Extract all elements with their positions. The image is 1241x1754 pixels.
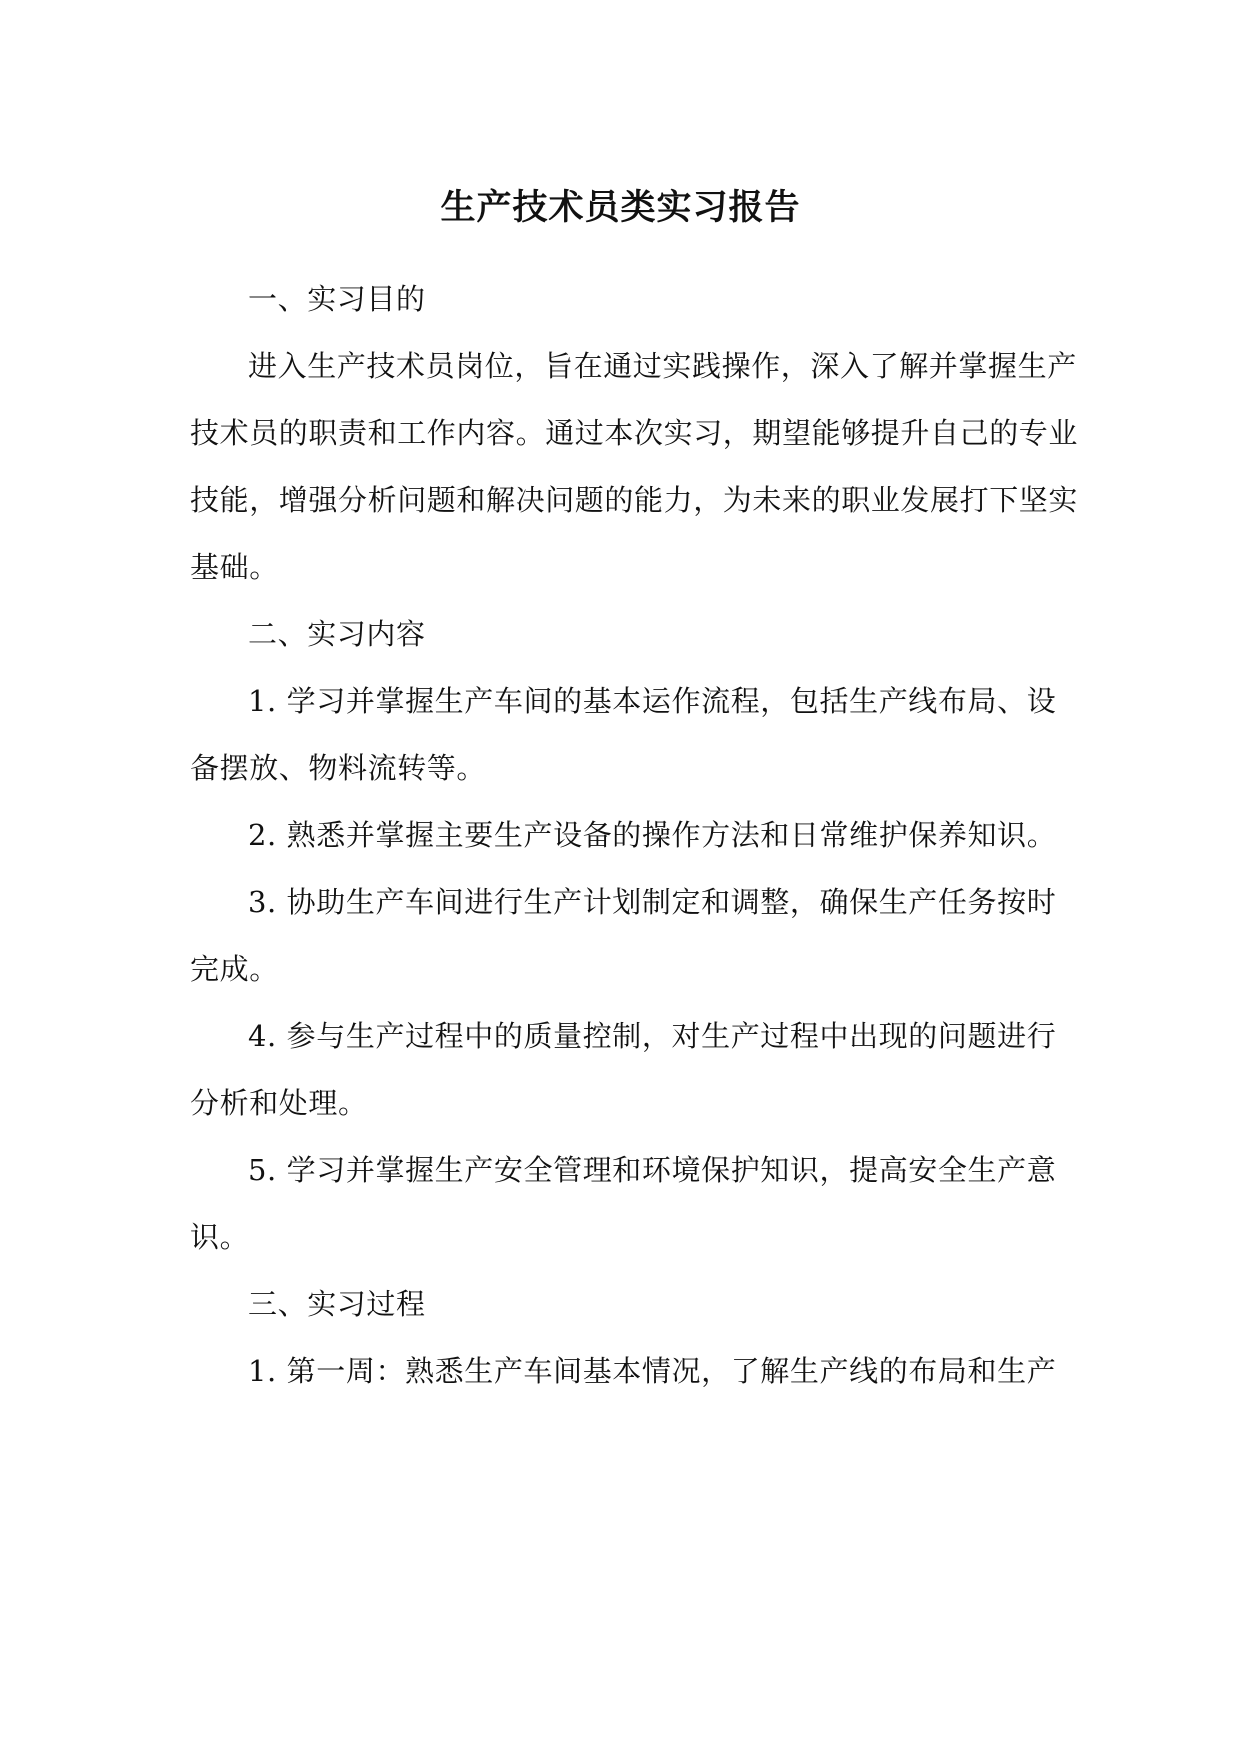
paragraph-line: 进入生产技术员岗位，旨在通过实践操作，深入了解并掌握生产 bbox=[248, 349, 1077, 383]
list-item-line: 分析和处理。 bbox=[190, 1086, 368, 1120]
paragraph-line: 技术员的职责和工作内容。通过本次实习，期望能够提升自己的专业 bbox=[190, 416, 1079, 450]
list-item-line: 1. 学习并掌握生产车间的基本运作流程，包括生产线布局、设 bbox=[248, 684, 1057, 718]
paragraph-line: 技能，增强分析问题和解决问题的能力，为未来的职业发展打下坚实 bbox=[190, 483, 1079, 517]
section-heading-purpose: 一、实习目的 bbox=[248, 282, 426, 316]
list-item-line: 备摆放、物料流转等。 bbox=[190, 751, 487, 785]
list-item-line: 5. 学习并掌握生产安全管理和环境保护知识，提高安全生产意 bbox=[248, 1153, 1057, 1187]
list-item-line: 4. 参与生产过程中的质量控制，对生产过程中出现的问题进行 bbox=[248, 1019, 1057, 1053]
section-heading-process: 三、实习过程 bbox=[248, 1287, 426, 1321]
paragraph-line: 基础。 bbox=[190, 550, 279, 584]
list-item-line: 1. 第一周：熟悉生产车间基本情况，了解生产线的布局和生产 bbox=[248, 1354, 1057, 1388]
section-heading-content: 二、实习内容 bbox=[248, 617, 426, 651]
list-item-line: 3. 协助生产车间进行生产计划制定和调整，确保生产任务按时 bbox=[248, 885, 1057, 919]
list-item-line: 完成。 bbox=[190, 952, 279, 986]
document-title: 生产技术员类实习报告 bbox=[440, 187, 801, 228]
list-item-line: 2. 熟悉并掌握主要生产设备的操作方法和日常维护保养知识。 bbox=[248, 818, 1057, 852]
list-item-line: 识。 bbox=[190, 1220, 250, 1254]
